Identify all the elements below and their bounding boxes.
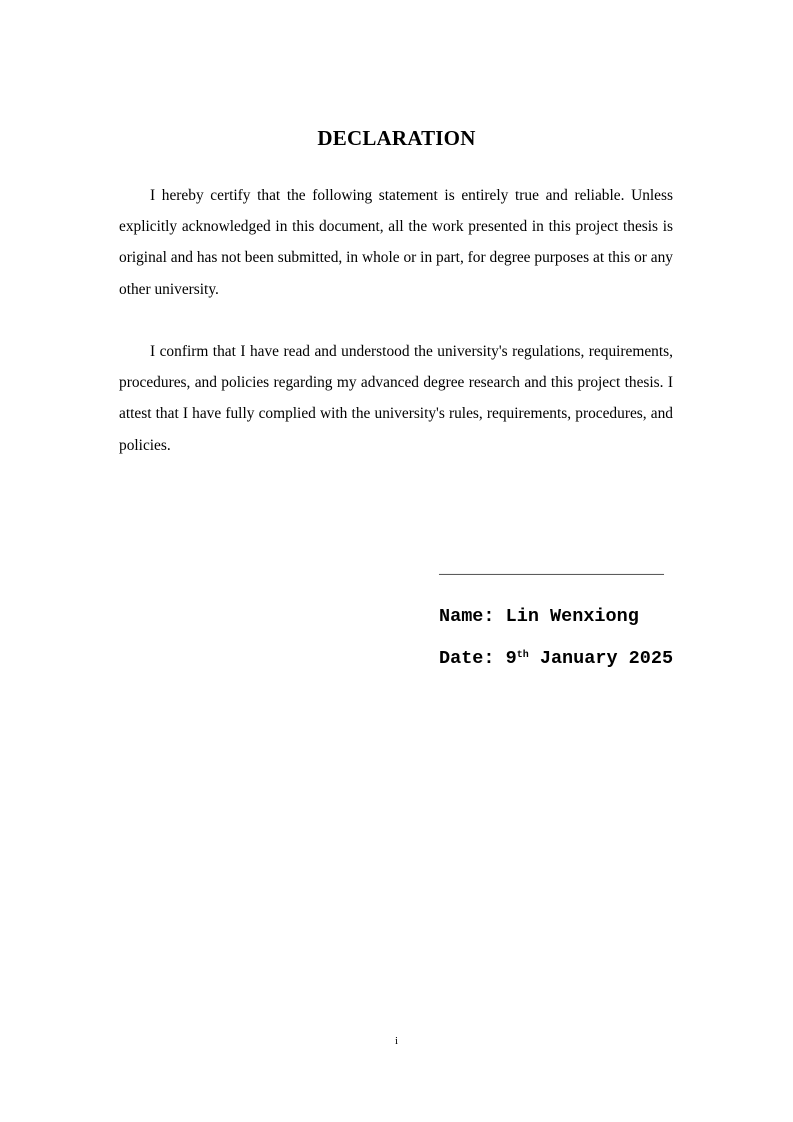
signature-date	[439, 647, 673, 671]
page-title: DECLARATION	[317, 126, 476, 150]
signature-line: _________________________	[439, 561, 665, 578]
date-prefix: Date: 9	[439, 648, 517, 669]
date-rest: January 2025	[528, 648, 674, 669]
signer-name: Name: Lin Wenxiong	[439, 606, 639, 627]
certification-paragraph: I hereby certify that the following statement is entirely true and reliable. Unless explicitly acknowledged in this document, all the work presented in this project thesis is original and has not been submitted, in whole or in part, for degree purposes at this or any other university.	[119, 187, 673, 298]
confirmation-paragraph: I confirm that I have read and understood the university's regulations, requirements, procedures, and policies regarding my advanced degree research and this project thesis. I attest that I have fully complied with the university's rules, requirements, procedures, and policies.	[119, 343, 673, 454]
date-ordinal-suffix: th	[516, 650, 529, 661]
page-number: i	[394, 1035, 399, 1047]
